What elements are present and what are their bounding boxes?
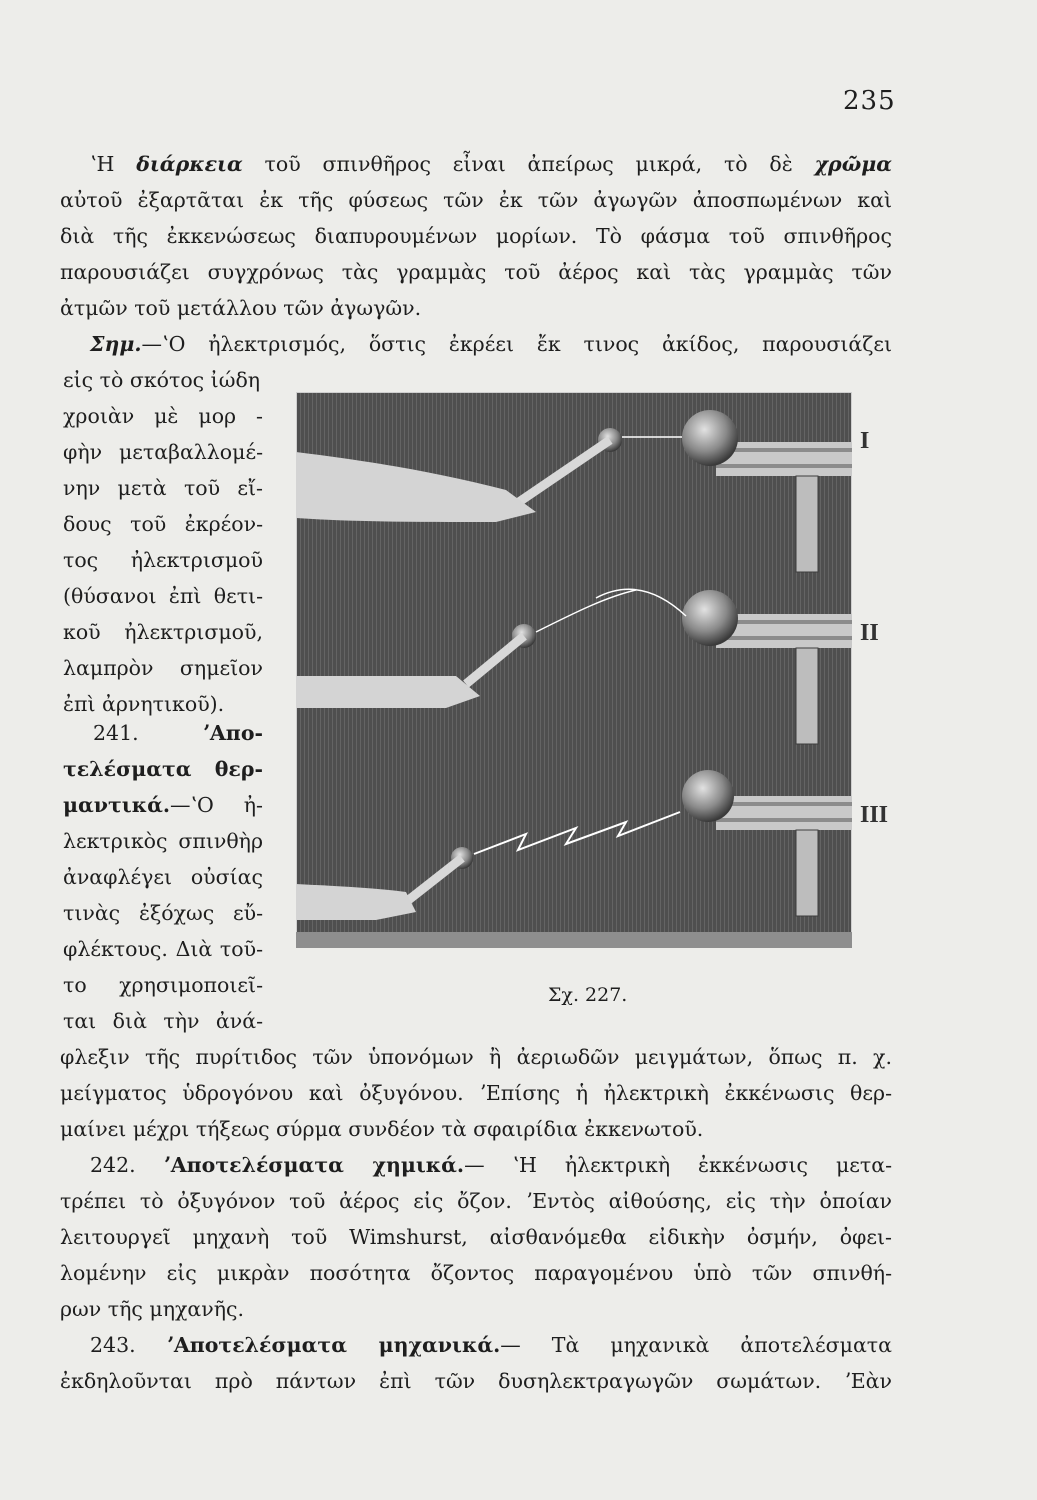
side-text-line: λεκτρικὸς σπινθὴρ — [63, 829, 263, 853]
side-text-line: το χρησιμοποιεῖ- — [63, 973, 263, 997]
figure-label-roman-2: II — [860, 620, 879, 646]
text-line: λειτουργεῖ μηχανὴ τοῦ Wimshurst, αἰσθανόμεθα εἰδικὴν ὀσμήν, ὀφει- — [60, 1225, 892, 1249]
side-text-line: δους τοῦ ἐκρέον- — [63, 512, 263, 536]
spark-engraving — [296, 392, 852, 948]
section-241-heading: τελέσματα θερ- — [63, 757, 263, 781]
text-line: φλεξιν τῆς πυρίτιδος τῶν ὑπονόμων ἢ ἀεριωδῶν μειγμάτων, ὅπως π. χ. — [60, 1045, 892, 1069]
side-text-line: χροιὰν μὲ μορ - — [63, 404, 263, 428]
page-number: 235 — [843, 86, 896, 116]
side-text-line: εἰς τὸ σκότος ἰώδη — [63, 368, 261, 392]
text-line: ἐκδηλοῦνται πρὸ πάντων ἐπὶ τῶν δυσηλεκτραγωγῶν σωμάτων. ʼΕὰν — [60, 1369, 892, 1393]
text-line: ʽΗ διάρκεια τοῦ σπινθῆρος εἶναι ἀπείρως μικρά, τὸ δὲ χρῶμα — [90, 152, 892, 176]
text-line: λομένην εἰς μικρὰν ποσότητα ὄζοντος παραγομένου ὑπὸ τῶν σπινθή- — [60, 1261, 892, 1285]
side-text-line: φλέκτους. Διὰ τοῦ- — [63, 937, 263, 961]
figure-spark-illustration — [296, 392, 852, 948]
side-text-line: ἐπὶ ἀρνητικοῦ). — [63, 692, 225, 716]
section-241-heading: μαντικά.—ʽΟ ἠ- — [63, 793, 263, 817]
side-text-line: (θύσανοι ἐπὶ θετι- — [63, 584, 263, 608]
text-line: μείγματος ὑδρογόνου καὶ ὀξυγόνου. ʼΕπίσης ἡ ἠλεκτρικὴ ἐκκένωσις θερ- — [60, 1081, 892, 1105]
text-line: αὐτοῦ ἐξαρτᾶται ἐκ τῆς φύσεως τῶν ἐκ τῶν ἀγωγῶν ἀποσπωμένων καὶ — [60, 188, 892, 212]
side-text-line: ἀναφλέγει οὐσίας — [63, 865, 263, 889]
section-241-heading: 241. ʼΑπο- — [93, 721, 263, 745]
side-text-line: φὴν μεταβαλλομέ- — [63, 440, 263, 464]
side-text-line: ται διὰ τὴν ἀνά- — [63, 1009, 263, 1033]
side-text-line: τος ἠλεκτρισμοῦ — [63, 548, 263, 572]
text-line: μαίνει μέχρι τήξεως σύρμα συνδέον τὰ σφαιρίδια ἐκκενωτοῦ. — [60, 1117, 704, 1141]
note-line: Σημ.—ʽΟ ἠλεκτρισμός, ὅστις ἐκρέει ἔκ τινος ἀκίδος, παρουσιάζει — [90, 332, 892, 356]
text-line: ἀτμῶν τοῦ μετάλλου τῶν ἀγωγῶν. — [60, 296, 422, 320]
figure-caption: Σχ. 227. — [548, 984, 628, 1006]
section-242-heading-line: 242. ʼΑποτελέσματα χημικά.— ʽΗ ἠλεκτρικὴ ἐκκένωσις μετα- — [90, 1153, 892, 1177]
side-text-line: λαμπρὸν σημεῖον — [63, 656, 263, 680]
section-243-heading-line: 243. ʼΑποτελέσματα μηχανικά.— Τὰ μηχανικὰ ἀποτελέσματα — [90, 1333, 892, 1357]
text-line: παρουσιάζει συγχρόνως τὰς γραμμὰς τοῦ ἀέρος καὶ τὰς γραμμὰς τῶν — [60, 260, 892, 284]
text-line: ρων τῆς μηχανῆς. — [60, 1297, 244, 1321]
side-text-line: τινὰς ἐξόχως εὔ- — [63, 901, 263, 925]
text-line: διὰ τῆς ἐκκενώσεως διαπυρουμένων μορίων. Τὸ φάσμα τοῦ σπινθῆρος — [60, 224, 892, 248]
figure-label-roman-1: I — [860, 428, 870, 454]
side-text-line: νην μετὰ τοῦ εἴ- — [63, 476, 263, 500]
text-line: τρέπει τὸ ὀξυγόνον τοῦ ἀέρος εἰς ὄζον. ʼΕντὸς αἰθούσης, εἰς τὴν ὁποίαν — [60, 1189, 892, 1213]
figure-label-roman-3: III — [860, 802, 889, 828]
side-text-line: κοῦ ἠλεκτρισμοῦ, — [63, 620, 263, 644]
